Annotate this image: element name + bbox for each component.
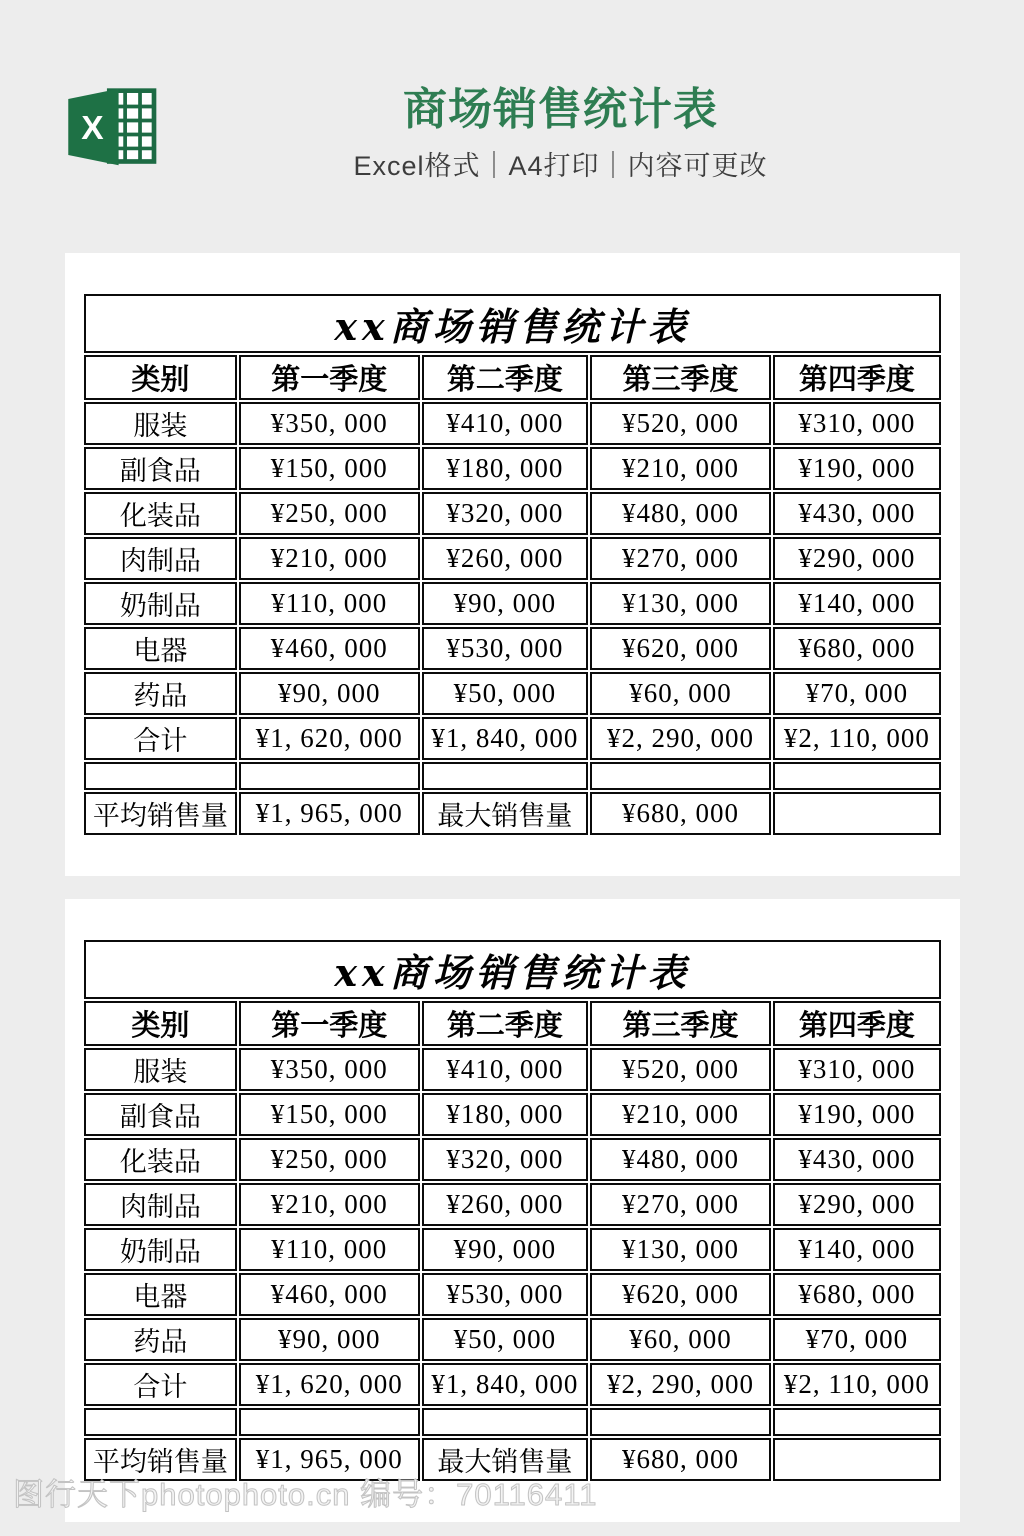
category-cell: 药品 xyxy=(84,1318,237,1361)
category-cell: 化装品 xyxy=(84,492,237,535)
value-cell xyxy=(773,792,941,835)
table-header-row xyxy=(84,1001,941,1046)
value-cell: ¥1, 965, 000 xyxy=(239,1438,420,1481)
value-cell: ¥90, 000 xyxy=(422,1228,588,1271)
value-cell: ¥320, 000 xyxy=(422,492,588,535)
column-header: 第一季度 xyxy=(239,1001,420,1046)
value-cell: ¥210, 000 xyxy=(590,447,771,490)
value-cell: ¥210, 000 xyxy=(239,537,420,580)
value-cell: ¥50, 000 xyxy=(422,672,588,715)
table-row xyxy=(84,717,941,760)
value-cell: ¥180, 000 xyxy=(422,1093,588,1136)
value-cell: ¥680, 000 xyxy=(590,1438,771,1481)
value-cell: ¥250, 000 xyxy=(239,1138,420,1181)
empty-cell xyxy=(773,762,941,790)
table-title-row xyxy=(84,294,941,353)
column-header: 类别 xyxy=(84,1001,237,1046)
empty-cell xyxy=(239,1408,420,1436)
label-cell: 最大销售量 xyxy=(422,1438,588,1481)
value-cell: ¥50, 000 xyxy=(422,1318,588,1361)
value-cell: ¥460, 000 xyxy=(239,627,420,670)
category-cell: 副食品 xyxy=(84,447,237,490)
value-cell: ¥210, 000 xyxy=(239,1183,420,1226)
value-cell: ¥150, 000 xyxy=(239,1093,420,1136)
category-cell: 奶制品 xyxy=(84,582,237,625)
excel-icon-letter: X xyxy=(81,110,104,148)
value-cell: ¥1, 965, 000 xyxy=(239,792,420,835)
table-title: xx商场销售统计表 xyxy=(84,940,941,999)
table-row xyxy=(84,1093,941,1136)
value-cell: ¥1, 840, 000 xyxy=(422,1363,588,1406)
table-row xyxy=(84,537,941,580)
table-row xyxy=(84,582,941,625)
table-row xyxy=(84,672,941,715)
empty-row xyxy=(84,762,941,790)
value-cell: ¥110, 000 xyxy=(239,1228,420,1271)
value-cell: ¥2, 110, 000 xyxy=(773,1363,941,1406)
value-cell: ¥290, 000 xyxy=(773,1183,941,1226)
table-row xyxy=(84,1138,941,1181)
column-header: 第四季度 xyxy=(773,1001,941,1046)
value-cell: ¥70, 000 xyxy=(773,1318,941,1361)
value-cell: ¥430, 000 xyxy=(773,492,941,535)
value-cell: ¥210, 000 xyxy=(590,1093,771,1136)
value-cell: ¥270, 000 xyxy=(590,1183,771,1226)
value-cell: ¥270, 000 xyxy=(590,537,771,580)
table-row xyxy=(84,627,941,670)
value-cell: ¥60, 000 xyxy=(590,672,771,715)
empty-cell xyxy=(84,1408,237,1436)
value-cell: ¥2, 110, 000 xyxy=(773,717,941,760)
value-cell: ¥90, 000 xyxy=(422,582,588,625)
value-cell: ¥140, 000 xyxy=(773,1228,941,1271)
table-row xyxy=(84,1183,941,1226)
empty-cell xyxy=(422,762,588,790)
page-subtitle: Excel格式｜A4打印｜内容可更改 xyxy=(353,151,768,182)
page-title: 商场销售统计表 xyxy=(403,85,718,134)
value-cell: ¥410, 000 xyxy=(422,1048,588,1091)
value-cell: ¥90, 000 xyxy=(239,672,420,715)
value-cell: ¥140, 000 xyxy=(773,582,941,625)
table-row xyxy=(84,447,941,490)
value-cell: ¥310, 000 xyxy=(773,1048,941,1091)
sales-table-2 xyxy=(82,938,943,1483)
value-cell: ¥60, 000 xyxy=(590,1318,771,1361)
empty-cell xyxy=(422,1408,588,1436)
summary-row xyxy=(84,792,941,835)
value-cell: ¥110, 000 xyxy=(239,582,420,625)
value-cell: ¥2, 290, 000 xyxy=(590,717,771,760)
category-cell: 电器 xyxy=(84,1273,237,1316)
page-header xyxy=(0,0,1024,183)
value-cell: ¥320, 000 xyxy=(422,1138,588,1181)
value-cell: ¥680, 000 xyxy=(590,792,771,835)
value-cell: ¥90, 000 xyxy=(239,1318,420,1361)
value-cell: ¥190, 000 xyxy=(773,447,941,490)
category-cell: 肉制品 xyxy=(84,1183,237,1226)
value-cell: ¥2, 290, 000 xyxy=(590,1363,771,1406)
table-row xyxy=(84,1273,941,1316)
category-cell: 服装 xyxy=(84,402,237,445)
category-cell: 电器 xyxy=(84,627,237,670)
value-cell: ¥1, 840, 000 xyxy=(422,717,588,760)
column-header: 第二季度 xyxy=(422,1001,588,1046)
value-cell: ¥150, 000 xyxy=(239,447,420,490)
value-cell: ¥310, 000 xyxy=(773,402,941,445)
column-header: 第二季度 xyxy=(422,355,588,400)
table-body xyxy=(84,940,941,1481)
table-header-row xyxy=(84,355,941,400)
value-cell: ¥680, 000 xyxy=(773,1273,941,1316)
value-cell: ¥620, 000 xyxy=(590,1273,771,1316)
table-row xyxy=(84,402,941,445)
table-row xyxy=(84,1228,941,1271)
label-cell: 平均销售量 xyxy=(84,792,237,835)
table-row xyxy=(84,492,941,535)
empty-cell xyxy=(239,762,420,790)
sales-table-1 xyxy=(82,292,943,837)
column-header: 类别 xyxy=(84,355,237,400)
column-header: 第三季度 xyxy=(590,355,771,400)
value-cell: ¥250, 000 xyxy=(239,492,420,535)
empty-cell xyxy=(590,762,771,790)
table-row xyxy=(84,1318,941,1361)
preview-card-1 xyxy=(65,253,960,876)
table-row xyxy=(84,1048,941,1091)
value-cell: ¥530, 000 xyxy=(422,627,588,670)
value-cell: ¥480, 000 xyxy=(590,492,771,535)
value-cell: ¥530, 000 xyxy=(422,1273,588,1316)
column-header: 第四季度 xyxy=(773,355,941,400)
value-cell: ¥350, 000 xyxy=(239,402,420,445)
value-cell: ¥180, 000 xyxy=(422,447,588,490)
empty-cell xyxy=(590,1408,771,1436)
empty-cell xyxy=(84,762,237,790)
category-cell: 奶制品 xyxy=(84,1228,237,1271)
category-cell: 合计 xyxy=(84,1363,237,1406)
value-cell: ¥520, 000 xyxy=(590,402,771,445)
value-cell: ¥480, 000 xyxy=(590,1138,771,1181)
table-title: xx商场销售统计表 xyxy=(84,294,941,353)
label-cell: 最大销售量 xyxy=(422,792,588,835)
value-cell: ¥410, 000 xyxy=(422,402,588,445)
value-cell: ¥290, 000 xyxy=(773,537,941,580)
value-cell: ¥460, 000 xyxy=(239,1273,420,1316)
excel-icon xyxy=(65,86,161,168)
label-cell: 平均销售量 xyxy=(84,1438,237,1481)
table-body xyxy=(84,294,941,835)
column-header: 第一季度 xyxy=(239,355,420,400)
value-cell xyxy=(773,1438,941,1481)
value-cell: ¥190, 000 xyxy=(773,1093,941,1136)
preview-card-2 xyxy=(65,899,960,1522)
value-cell: ¥260, 000 xyxy=(422,1183,588,1226)
value-cell: ¥260, 000 xyxy=(422,537,588,580)
empty-row xyxy=(84,1408,941,1436)
value-cell: ¥130, 000 xyxy=(590,582,771,625)
category-cell: 化装品 xyxy=(84,1138,237,1181)
value-cell: ¥1, 620, 000 xyxy=(239,717,420,760)
value-cell: ¥130, 000 xyxy=(590,1228,771,1271)
category-cell: 副食品 xyxy=(84,1093,237,1136)
value-cell: ¥350, 000 xyxy=(239,1048,420,1091)
header-text xyxy=(161,86,960,183)
value-cell: ¥680, 000 xyxy=(773,627,941,670)
value-cell: ¥620, 000 xyxy=(590,627,771,670)
category-cell: 药品 xyxy=(84,672,237,715)
column-header: 第三季度 xyxy=(590,1001,771,1046)
category-cell: 肉制品 xyxy=(84,537,237,580)
value-cell: ¥1, 620, 000 xyxy=(239,1363,420,1406)
watermark-text: 图行天下photophoto.cn 编号：70116411 xyxy=(13,1477,598,1512)
table-row xyxy=(84,1363,941,1406)
value-cell: ¥520, 000 xyxy=(590,1048,771,1091)
table-title-row xyxy=(84,940,941,999)
value-cell: ¥430, 000 xyxy=(773,1138,941,1181)
category-cell: 合计 xyxy=(84,717,237,760)
value-cell: ¥70, 000 xyxy=(773,672,941,715)
category-cell: 服装 xyxy=(84,1048,237,1091)
empty-cell xyxy=(773,1408,941,1436)
